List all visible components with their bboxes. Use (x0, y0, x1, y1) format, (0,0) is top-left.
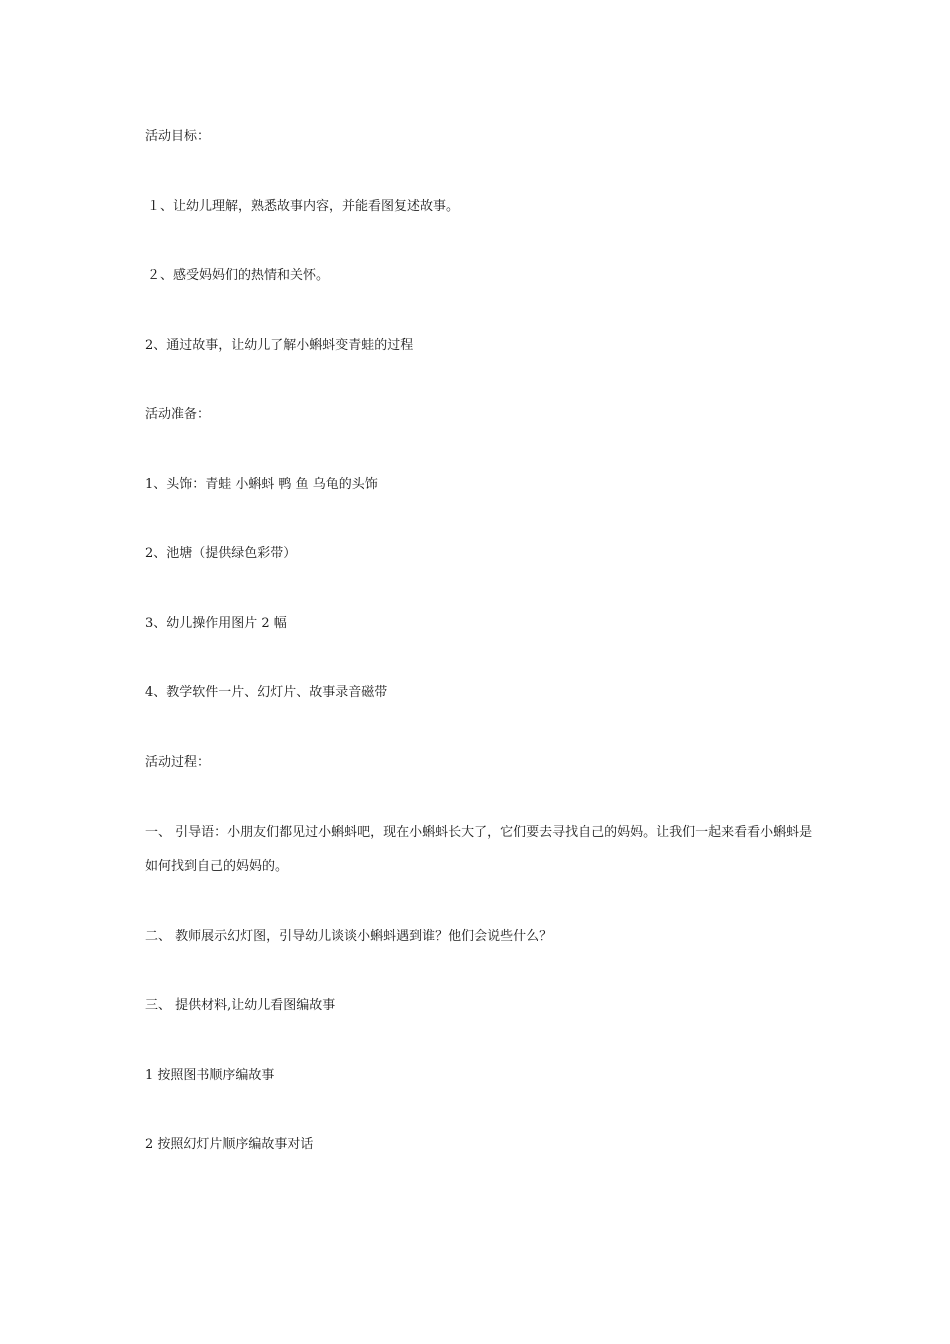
heading-activity-goals: 活动目标： (145, 129, 211, 144)
prep-item-2: 2、池塘（提供绿色彩带） (145, 546, 297, 561)
heading-activity-process: 活动过程： (145, 755, 211, 770)
goal-item-2: ２、感受妈妈们的热情和关怀。 (147, 268, 330, 283)
process-item-3: 三、 提供材料,让幼儿看图编故事 (145, 998, 336, 1013)
prep-item-1: 1、头饰：青蛙 小蝌蚪 鸭 鱼 乌龟的头饰 (145, 477, 378, 492)
prep-item-3: 3、幼儿操作用图片 2 幅 (145, 616, 287, 631)
prep-item-4: 4、教学软件一片、幻灯片、故事录音磁带 (145, 685, 388, 700)
heading-activity-preparation: 活动准备： (145, 407, 211, 422)
goal-item-3: 2、通过故事，让幼儿了解小蝌蚪变青蛙的过程 (145, 338, 414, 353)
goal-item-1: １、让幼儿理解，熟悉故事内容，并能看图复述故事。 (147, 199, 460, 214)
process-item-1: 一、 引导语：小朋友们都见过小蝌蚪吧，现在小蝌蚪长大了，它们要去寻找自己的妈妈。让我们一起来看看小蝌蚪是如何找到自己的妈妈的。 (145, 825, 813, 874)
process-subitem-1: 1 按照图书顺序编故事 (145, 1068, 275, 1083)
process-item-2: 二、 教师展示幻灯图，引导幼儿谈谈小蝌蚪遇到谁？他们会说些什么？ (145, 929, 553, 944)
process-subitem-2: 2 按照幻灯片顺序编故事对话 (145, 1137, 314, 1152)
